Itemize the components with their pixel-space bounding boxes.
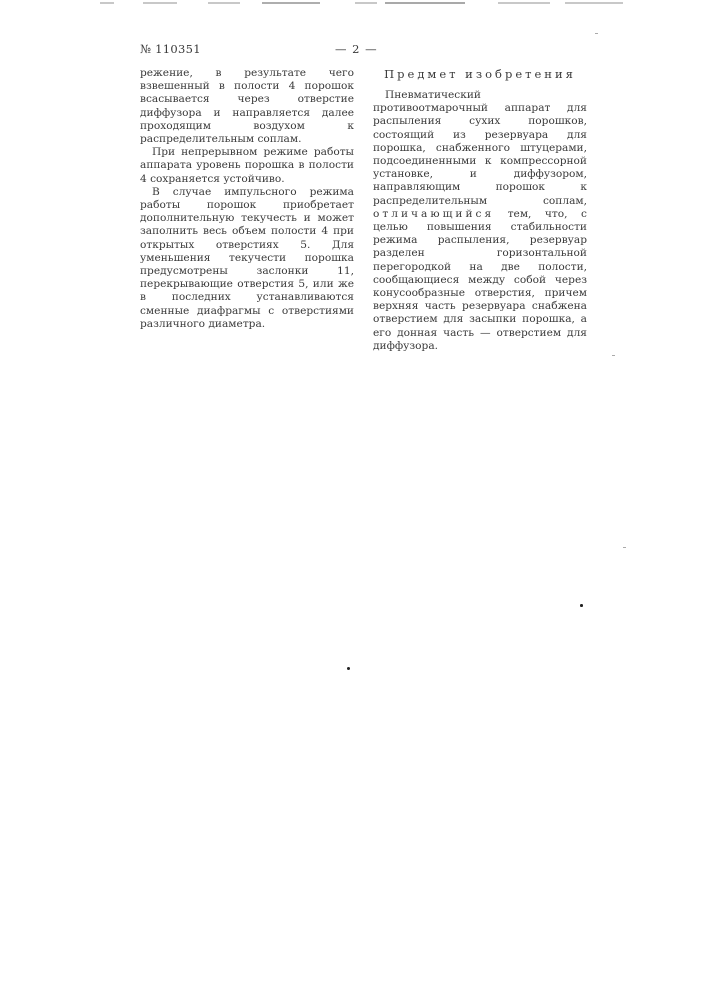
scan-edge-artifact xyxy=(208,2,240,4)
scan-mark xyxy=(623,547,626,548)
page-number: — 2 — xyxy=(335,42,378,56)
right-text-column xyxy=(373,89,587,353)
paragraph: В случае импульсного режима работы порошок приобретает дополнительную текучесть и может заполнить весь объем полости 4 при открытых отверстиях 5. Для уменьшения текучести порошка предусмотрены заслонки 11, перекрывающие отверстия 5, или же в последних устанавливаются сменные диафрагмы с отверстиями различного диаметра. xyxy=(140,185,354,330)
scan-edge-artifact xyxy=(498,2,550,4)
left-text-column xyxy=(140,67,354,331)
scan-speck xyxy=(580,604,583,607)
patent-number: № 110351 xyxy=(140,42,201,56)
section-title: Предмет изобретения xyxy=(384,67,576,81)
claim-text: тем, что, с целью повышения стабильности режима распыления, резервуар разделен горизонтальной перегородкой на две полости, сообщающиеся между собой через конусообразные отверстия, причем верхняя часть резервуара снабжена отверстием для засыпки порошка, а его донная часть — отверстием для диффузора. xyxy=(373,207,587,352)
claim-paragraph xyxy=(373,89,587,353)
page-header xyxy=(140,42,560,58)
paragraph: При непрерывном режиме работы аппарата уровень порошка в полости 4 сохраняется устойчиво. xyxy=(140,146,354,185)
scan-edge-artifact xyxy=(143,2,177,4)
scan-speck xyxy=(347,667,350,670)
scan-edge-artifact xyxy=(355,2,377,4)
scan-edge-artifact xyxy=(385,2,465,4)
scan-edge-artifact xyxy=(565,2,623,4)
claim-text: Пневматический противоотмарочный аппарат для распыления сухих порошков, состоящий из резервуара для порошка, снабженного штуцерами, подсоединенными к компрессорной установке, и диффузором, направляющим порошок к распределительным соплам, xyxy=(373,89,587,207)
claim-emphasis: отличающийся xyxy=(373,207,495,220)
scan-mark xyxy=(595,33,598,34)
scan-edge-artifact xyxy=(262,2,320,4)
scan-mark xyxy=(612,355,615,356)
paragraph: режение, в результате чего взвешенный в полости 4 порошок всасывается через отверстие диффузора и направляется далее проходящим воздухом к распределительным соплам. xyxy=(140,67,354,146)
scan-edge-artifact xyxy=(100,2,114,4)
